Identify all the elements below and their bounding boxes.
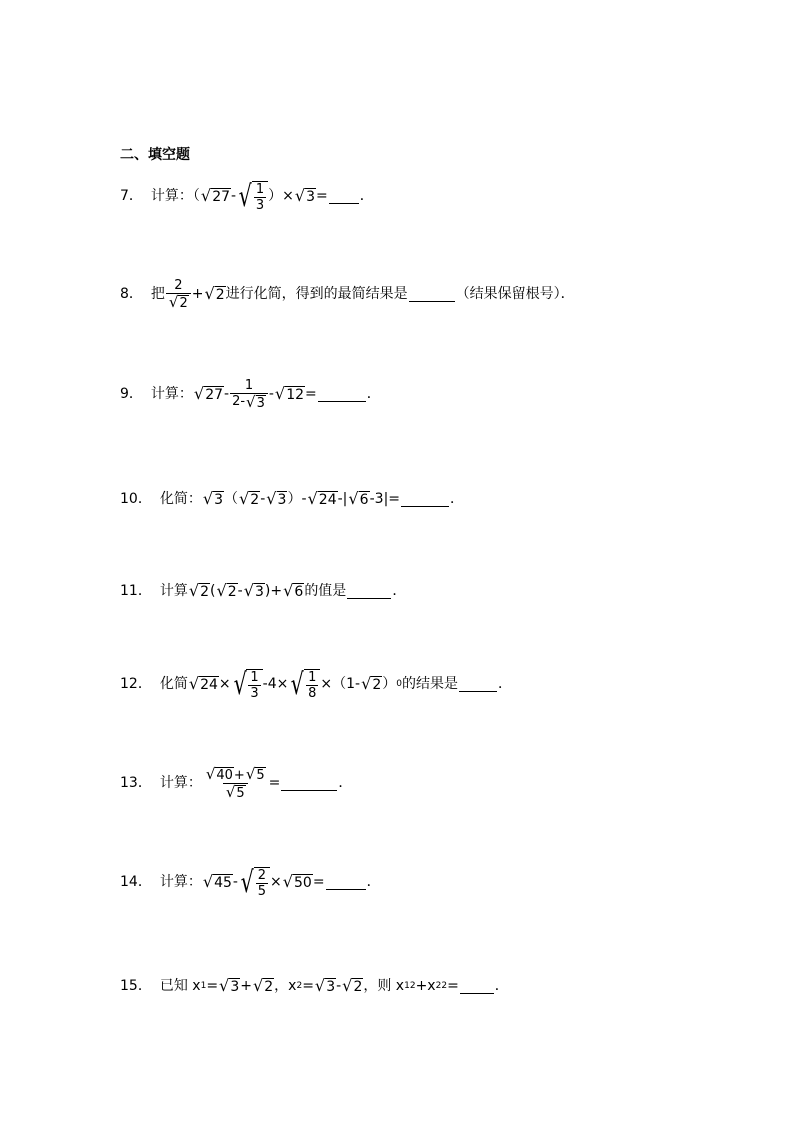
sqrt: √ 24 xyxy=(188,673,218,693)
answer-blank[interactable] xyxy=(460,979,494,994)
sqrt-fraction: √ $\frac{1}{3}$ xyxy=(232,669,263,700)
sqrt: √ 12 xyxy=(274,383,305,403)
question-number: 13． xyxy=(120,775,152,791)
sqrt: √ 27 xyxy=(200,185,231,205)
sqrt-fraction: √ $\frac{1}{3}$ xyxy=(237,181,268,212)
answer-blank[interactable] xyxy=(459,677,497,692)
sqrt: √ 6 xyxy=(283,580,304,600)
question-12: 12． 化简 √ 24 × √ $\frac{1}{3}$ -4× √ $\frac{1}{8}$ ×（1- √ 2 ） 0 的结果是 ． xyxy=(120,667,513,702)
question-9: 9． 计算： √ 27 - 1 2- √ 3 - √ 12 = ． xyxy=(120,377,381,411)
sqrt: √ 3 xyxy=(219,975,240,995)
sqrt: √ 3 xyxy=(266,488,287,508)
question-10: 10． 化简： √ 3 （ √ 2 - √ 3 ） - √ 24 - | √ 6 - 3 | = ． xyxy=(120,488,465,508)
fraction: 2 √ 2 xyxy=(166,279,191,310)
sqrt: √ 24 xyxy=(307,488,337,508)
sqrt: √ 50 xyxy=(282,871,312,891)
sqrt: √ 2 xyxy=(239,488,260,508)
question-14: 14． 计算： √ 45 - √ $\frac{2}{5}$ × √ 50 = ． xyxy=(120,865,381,900)
answer-blank[interactable] xyxy=(347,584,391,599)
sqrt: √ 2 xyxy=(361,673,382,693)
fraction: 1 2- √ 3 xyxy=(230,379,268,410)
answer-blank[interactable] xyxy=(326,875,366,890)
question-number: 11． xyxy=(120,583,152,599)
sqrt: √ 3 xyxy=(243,580,264,600)
sqrt: √ 3 xyxy=(294,185,316,205)
sqrt: √ 2 xyxy=(204,283,225,303)
answer-blank[interactable] xyxy=(401,492,449,507)
question-15: 15． 已知 x 1 = √ 3 + √ 2 ，x 2 = √ 3 - √ 2 ，则 x 1 2 +x 2 2 = ． xyxy=(120,975,509,995)
sqrt: √ 3 xyxy=(314,975,336,995)
sqrt-fraction: √ $\frac{2}{5}$ xyxy=(239,867,270,898)
sqrt: √ 2 xyxy=(252,975,274,995)
question-13: 13． 计算： √ 40 + √ 5 √ 5 = ． xyxy=(120,764,353,801)
sqrt: √ 27 xyxy=(193,383,224,403)
question-number: 14． xyxy=(120,874,152,890)
sqrt-fraction: √ $\frac{1}{8}$ xyxy=(289,669,320,700)
answer-blank[interactable] xyxy=(409,287,455,302)
sqrt: √ 3 xyxy=(202,488,224,508)
question-number: 9． xyxy=(120,386,143,402)
question-8: 8． 把 2 √ 2 + √ 2 进行化简，得到的最简结果是 （结果保留根号）． xyxy=(120,277,575,311)
sqrt: √ 2 xyxy=(188,580,210,600)
question-number: 12． xyxy=(120,676,152,692)
sqrt: √ 45 xyxy=(202,871,232,891)
answer-blank[interactable] xyxy=(281,776,337,791)
question-7: 7． 计算：（ √ 27 - √ $\frac{1}{3}$ ）× √ 3 = ． xyxy=(120,179,374,214)
question-number: 7． xyxy=(120,188,143,204)
sqrt: √ 2 xyxy=(342,975,363,995)
answer-blank[interactable] xyxy=(329,189,359,204)
sqrt: √ 6 xyxy=(348,488,369,508)
question-number: 15． xyxy=(120,978,152,994)
fraction: √ 40 + √ 5 √ 5 xyxy=(205,764,265,801)
question-number: 8． xyxy=(120,286,143,302)
answer-blank[interactable] xyxy=(318,387,366,402)
section-title: 二、填空题 xyxy=(120,147,190,163)
sqrt: √ 2 xyxy=(216,580,237,600)
question-number: 10． xyxy=(120,491,152,507)
question-11: 11． 计算 √ 2 ( √ 2 - √ 3 )+ √ 6 的值是 ． xyxy=(120,580,407,600)
